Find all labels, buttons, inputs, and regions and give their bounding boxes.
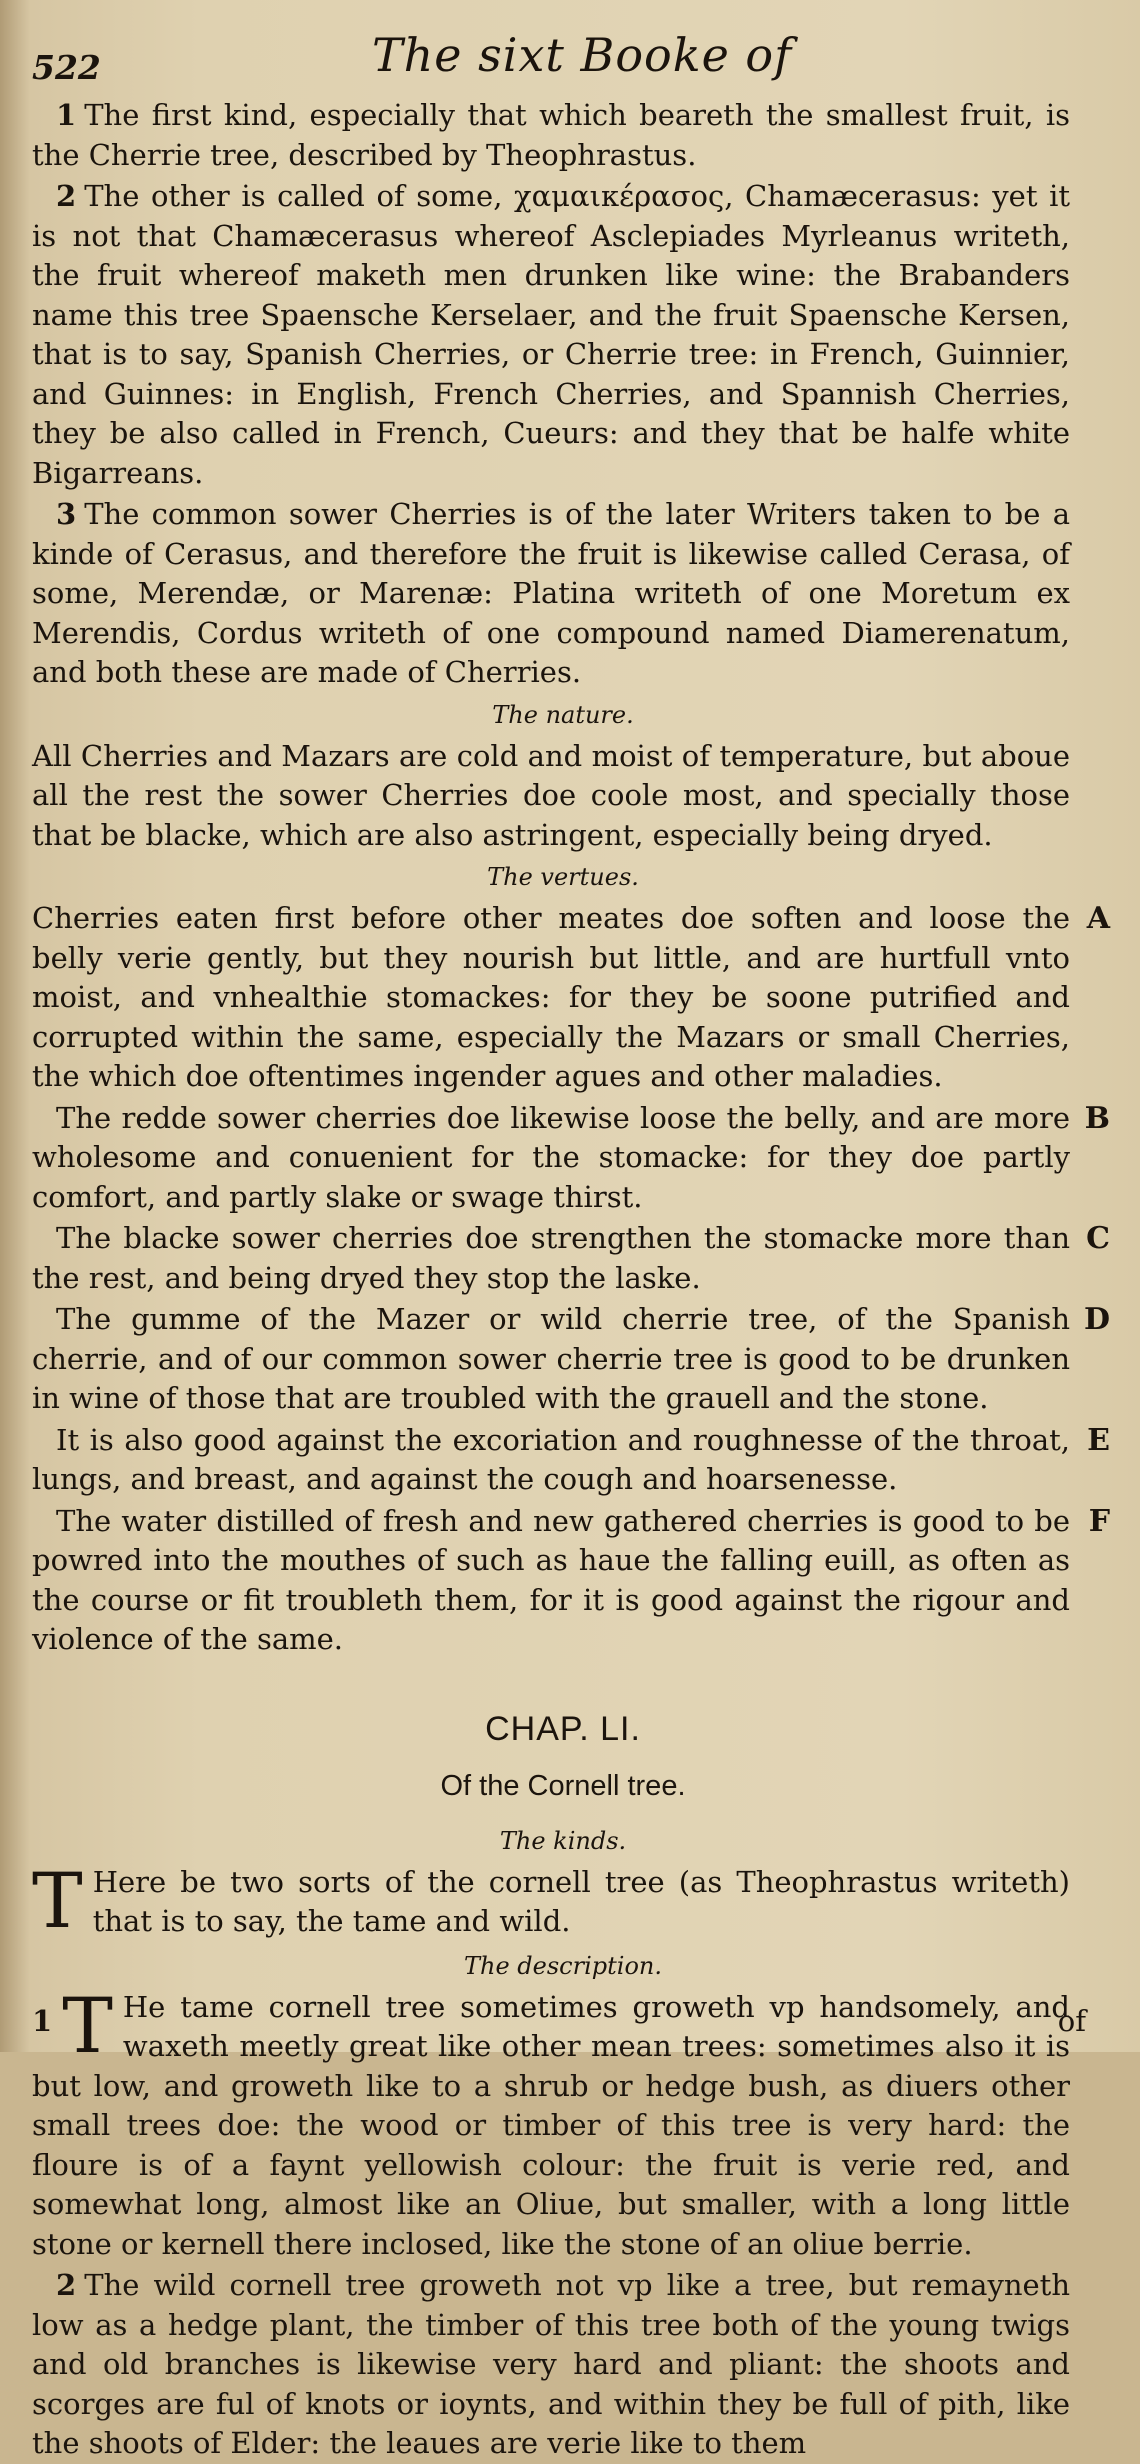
paragraph-number: 2 — [56, 179, 77, 213]
margin-marker: D — [1083, 1302, 1110, 1337]
nature-paragraph: All Cherries and Mazars are cold and moist of temperature, but aboue all the rest the sower Cherries doe coole most, and specially those that be blacke, which are also astringent, especially being dryed. — [32, 738, 1070, 852]
running-title: The sixt Booke of — [372, 28, 793, 82]
paragraph-text: The wild cornell tree groweth not vp like a tree, but remayneth low as a hedge plant, the timber of this tree both of the young twigs and old branches is likewise very hard and pliant: the shoots and scorges are ful of knots or ioynts, and within they be full of pith, like the shoots of Elder: the leaues are verie like to them — [32, 2268, 1070, 2460]
margin-marker: C — [1086, 1221, 1110, 1256]
paragraph-text: Here be two sorts of the cornell tree (as Theophrastus writeth) that is to say, the tame and wild. — [92, 1864, 1070, 1938]
section-heading-description: The description. — [464, 1951, 662, 1980]
vertue-paragraph-f — [32, 1502, 1110, 1660]
drop-capital: T — [32, 1855, 83, 1945]
description-paragraph-1 — [32, 1980, 1094, 2265]
page-header — [32, 18, 1094, 96]
paragraph-number: 2 — [56, 2268, 77, 2302]
description-paragraph-2 — [32, 2266, 1094, 2464]
chapter-title: Of the Cornell tree. — [440, 1770, 686, 1802]
paragraph-text: He tame cornell tree sometimes groweth vp handsomely, and waxeth meetly great like other mean trees: sometimes also it is but low, and groweth like to a shrub or hedge bush, as diuers other small trees doe: the wood or timber of this tree is very hard: the floure is of a faynt yellowish colour: the fruit is verie red, and somewhat long, almost like an Oliue, but smaller, with a long little stone or kernell there inclosed, like the stone of an oliue berrie. — [32, 1989, 1070, 2261]
chapter-number: CHAP. LI. — [485, 1709, 641, 1748]
paragraph-text: The first kind, especially that which beareth the smallest fruit, is the Cherrie tree, described by Theophrastus. — [32, 98, 1070, 172]
margin-marker: E — [1087, 1422, 1110, 1458]
page-number: 522 — [32, 48, 101, 87]
paragraph-text: The water distilled of fresh and new gathered cherries is good to be powred into the mouthes of such as haue the falling euill, as often as the course or fit troubleth them, for it is good against the rigour and violence of the same. — [32, 1503, 1070, 1656]
paragraph-text: The redde sower cherries doe likewise loose the belly, and are more wholesome and conuenient for the stomacke: for they doe partly comfort, and partly slake or swage thirst. — [32, 1100, 1070, 1214]
vertue-paragraph-d — [32, 1300, 1110, 1419]
kind-paragraph-3 — [32, 495, 1094, 693]
paragraph-number: 3 — [56, 497, 77, 531]
section-heading-kinds: The kinds. — [499, 1826, 627, 1855]
vertue-paragraph-e — [32, 1421, 1110, 1500]
margin-marker: B — [1084, 1100, 1110, 1136]
paragraph-text: The other is called of some, χαμαικέρασος, Chamæcerasus: yet it is not that Chamæcerasus whereof Asclepiades Myrleanus writeth, the fruit whereof maketh men drunken like wine: the Brabanders name this tree Spaensche Kerselaer, and the fruit Spaensche Kersen, that is to say, Spanish Cherries, or Cherrie tree: in French, Guinnier, and Guinnes: in English, French Cherries, and Spannish Cherries, they be also called in French, Cueurs: and they that be halfe white Bigarreans. — [32, 179, 1070, 490]
paragraph-text: The gumme of the Mazer or wild cherrie tree, of the Spanish cherrie, and of our common sower cherrie tree is good to be drunken in wine of those that are troubled with the grauell and the stone. — [32, 1302, 1070, 1415]
paragraph-text: The common sower Cherries is of the later Writers taken to be a kinde of Cerasus, and therefore the fruit is likewise called Cerasa, of some, Merendæ, or Marenæ: Platina writeth of one Moretum ex Merendis, Cordus writeth of one compound named Diamerenatum, and both these are made of Cherries. — [32, 497, 1070, 689]
paragraph-number: 1 — [32, 2003, 53, 2038]
vertue-paragraph-b — [32, 1099, 1110, 1218]
paragraph-text: The blacke sower cherries doe strengthen the stomacke more than the rest, and being dryed they stop the laske. — [32, 1221, 1070, 1295]
kind-paragraph-2 — [32, 177, 1094, 493]
page-body — [32, 96, 1110, 2464]
paragraph-text: It is also good against the excoriation and roughnesse of the throat, lungs, and breast, and against the cough and hoarsenesse. — [32, 1422, 1070, 1496]
paragraph-text: Cherries eaten first before other meates doe soften and loose the belly verie gently, but they nourish but little, and are hurtfull vnto moist, and vnhealthie stomackes: for they be soone putrified and corrupted within the same, especially the Mazars or small Cherries, the which doe oftentimes ingender agues and other maladies. — [32, 901, 1070, 1093]
kinds-paragraph — [32, 1855, 1094, 1945]
paragraph-number: 1 — [56, 98, 77, 132]
margin-marker: A — [1086, 901, 1110, 936]
kind-paragraph-1 — [32, 96, 1094, 175]
margin-marker: F — [1088, 1503, 1110, 1539]
section-heading-nature: The nature. — [492, 700, 634, 729]
drop-capital: T — [62, 1980, 113, 2070]
vertue-paragraph-c — [32, 1219, 1110, 1298]
section-heading-vertues: The vertues. — [487, 863, 639, 891]
vertue-paragraph-a — [32, 899, 1110, 1097]
catchword: of — [1057, 2004, 1086, 2038]
